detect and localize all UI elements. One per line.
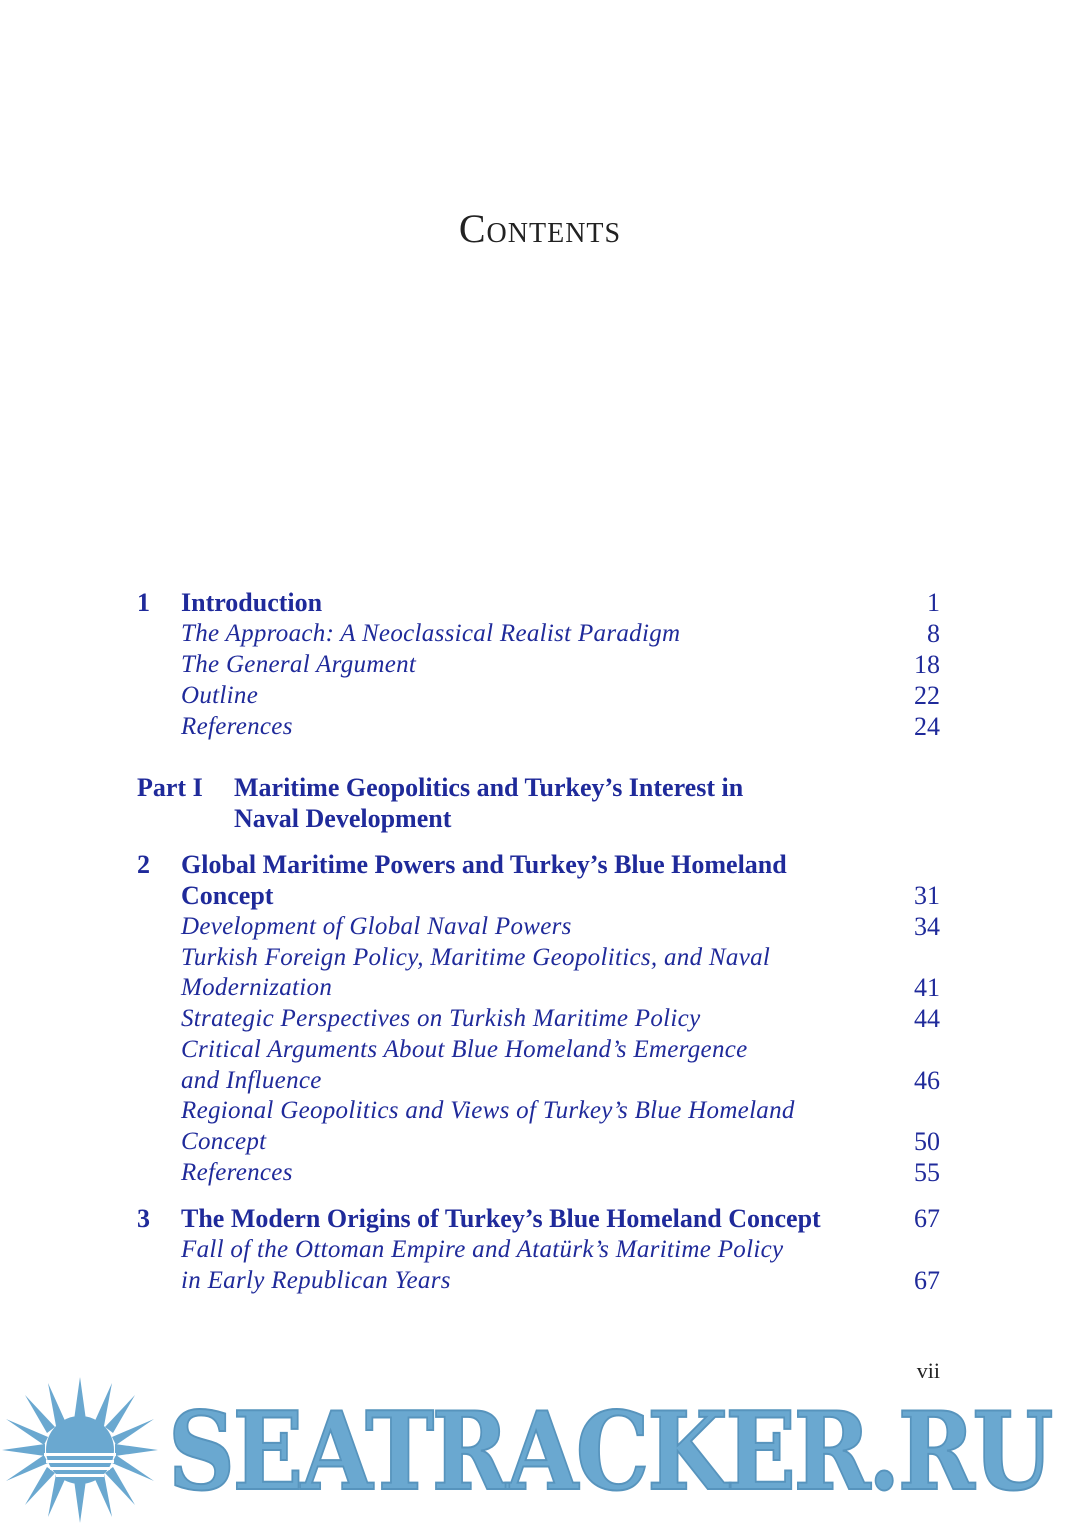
toc-part-1-cont[interactable]: [0, 803, 1080, 834]
page-number: 50: [914, 1127, 940, 1156]
toc-part-1[interactable]: [0, 772, 1080, 803]
page-number: 31: [914, 881, 940, 910]
watermark: [0, 1370, 1080, 1532]
page-number: 22: [914, 681, 940, 710]
section-title-line-2[interactable]: Concept: [181, 1128, 267, 1155]
page-title: Contents: [458, 206, 622, 251]
toc-section[interactable]: [0, 1157, 1080, 1188]
toc-section[interactable]: [0, 942, 1080, 973]
toc-section[interactable]: [0, 1095, 1080, 1126]
toc-section[interactable]: [0, 618, 1080, 649]
toc-chapter-3[interactable]: [0, 1203, 1080, 1234]
toc-section[interactable]: [0, 1234, 1080, 1265]
section-title[interactable]: The General Argument: [181, 651, 417, 678]
page-number: 18: [914, 650, 940, 679]
part-title-line-1[interactable]: Maritime Geopolitics and Turkey’s Interest in: [234, 773, 744, 802]
chapter-number: 2: [137, 850, 150, 879]
chapter-title-line-2[interactable]: Concept: [181, 881, 274, 910]
toc-section[interactable]: [0, 711, 1080, 742]
part-label: Part I: [137, 773, 203, 802]
page-number: 46: [914, 1066, 940, 1095]
toc-section-cont[interactable]: [0, 1265, 1080, 1296]
section-title-line-2[interactable]: Modernization: [181, 974, 333, 1001]
page-number: 55: [914, 1158, 940, 1187]
part-title-line-2[interactable]: Naval Development: [234, 804, 452, 833]
section-title[interactable]: Development of Global Naval Powers: [181, 913, 572, 940]
sun-icon: [0, 1375, 160, 1530]
toc-chapter-2[interactable]: [0, 849, 1080, 880]
page-number: 67: [914, 1266, 940, 1295]
chapter-title[interactable]: The Modern Origins of Turkey’s Blue Homeland Concept: [181, 1204, 821, 1233]
toc-section[interactable]: [0, 680, 1080, 711]
page-number: 1: [927, 588, 940, 617]
section-title[interactable]: References: [181, 713, 293, 740]
toc-section-cont[interactable]: [0, 972, 1080, 1003]
chapter-number: 1: [137, 588, 150, 617]
section-title[interactable]: Strategic Perspectives on Turkish Maritime Policy: [181, 1005, 701, 1032]
page-number: 24: [914, 712, 940, 741]
toc-section-cont[interactable]: [0, 1126, 1080, 1157]
watermark-text: SEATRACKER.RU: [168, 1389, 1051, 1515]
toc-section[interactable]: [0, 1003, 1080, 1034]
section-title[interactable]: Outline: [181, 682, 259, 709]
section-title-line-1[interactable]: Fall of the Ottoman Empire and Atatürk’s Maritime Policy: [181, 1236, 784, 1263]
section-title-line-2[interactable]: in Early Republican Years: [181, 1267, 451, 1294]
chapter-number: 3: [137, 1204, 150, 1233]
page-number: 41: [914, 973, 940, 1002]
section-title-line-1[interactable]: Regional Geopolitics and Views of Turkey’s Blue Homeland: [181, 1097, 795, 1124]
page-number: 34: [914, 912, 940, 941]
toc-chapter-2-cont[interactable]: [0, 880, 1080, 911]
toc-chapter-1[interactable]: [0, 587, 1080, 618]
toc-section[interactable]: [0, 911, 1080, 942]
page-number: 8: [927, 619, 940, 648]
section-title-line-2[interactable]: and Influence: [181, 1067, 322, 1094]
toc-section-cont[interactable]: [0, 1065, 1080, 1096]
section-title-line-1[interactable]: Turkish Foreign Policy, Maritime Geopolitics, and Naval: [181, 944, 771, 971]
section-title[interactable]: References: [181, 1159, 293, 1186]
page-folio: vii: [916, 1358, 940, 1383]
toc-section[interactable]: [0, 1034, 1080, 1065]
page-number: 44: [914, 1004, 940, 1033]
chapter-title[interactable]: Introduction: [181, 588, 323, 617]
toc-section[interactable]: [0, 649, 1080, 680]
section-title[interactable]: The Approach: A Neoclassical Realist Paradigm: [181, 620, 681, 647]
page-number: 67: [914, 1204, 940, 1233]
section-title-line-1[interactable]: Critical Arguments About Blue Homeland’s Emergence: [181, 1036, 748, 1063]
chapter-title-line-1[interactable]: Global Maritime Powers and Turkey’s Blue Homeland: [181, 850, 787, 879]
